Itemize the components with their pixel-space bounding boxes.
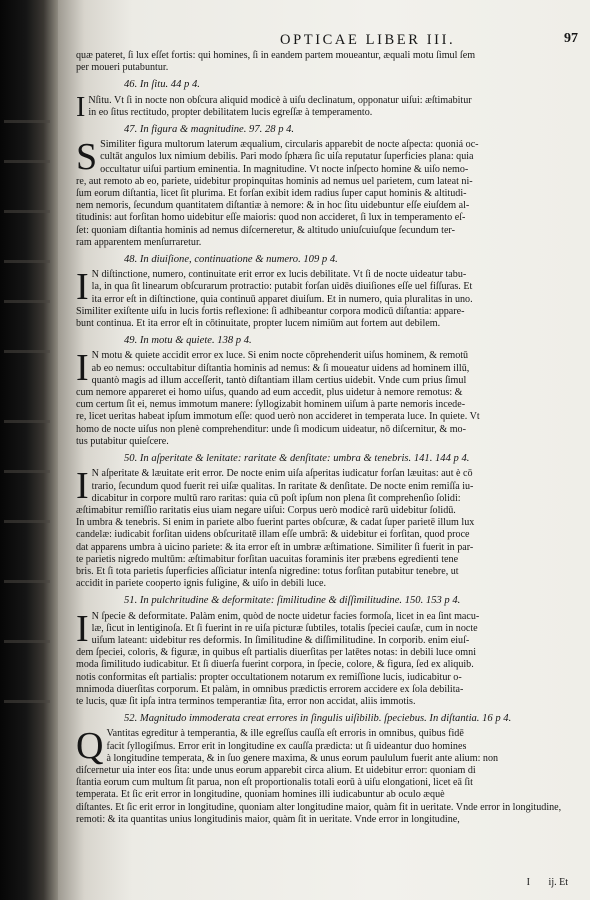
section-heading: 47. In figura & magnitudine. 97. 28 p 4. (124, 124, 295, 136)
section (76, 124, 584, 249)
text-line: dicabitur in corpore multū raro raritas: quia cū poſt ipſum non plena ſit comprehenſio ſolidi: (91, 492, 461, 504)
text-line: ram apparentem menſurraretur. (76, 236, 202, 248)
text-line: candelæ: iudicabit forſitan uidens obſcuritatē illam eſſe umbrā: & uidebitur ei forſitan, quod proce (76, 529, 470, 541)
signature-mark: ij. Et (548, 877, 568, 888)
drop-capital: I (76, 465, 89, 508)
text-line: nem nemoris, ſecundum quantitatem diſtantiæ à nemore: & in hoc ſitu uidebuntur eſſe eiuſdem al- (76, 200, 470, 212)
text-line: homo de nocte uiſus non plenè comprehenditur: unde ſi modicum uideatur, nō diſcernitur, & mo- (76, 423, 466, 435)
text-line: Similiter figura multorum laterum æqualium, circularis apparebit de nocte aſpecta: quoniá oc- (100, 139, 479, 151)
section-paragraph (76, 91, 584, 123)
intro-paragraph (76, 50, 584, 74)
section-paragraph (76, 266, 584, 330)
running-title: OPTICAE LIBER III. (280, 32, 456, 48)
text-line: à longitudine temperata, & in ſuo genere maxima, & unus eorum paululum fuerit ante alium: non (106, 752, 499, 764)
text-line: te parietis nigredo multūm: æſtimabitur forſitan uacuitas foraminis iter præbens egredienti tene (76, 553, 459, 565)
text-line: bris. Et ſi tota parietis ſuperficies aſſiciatur intenſa nigredine: totus forſitan putabitur tenebre, ut (76, 565, 459, 577)
text-line: ſum eorum diſtantia, licet ſit plurima. Et forſan exibit idem radius ſuper caput hominis & altitudi- (76, 188, 467, 200)
text-line: diſtantes. Et ſic erit error in longitudine, quoniam alter longitudine maior, quàm fit in ueritate. Vnde error in longitudine, (76, 801, 562, 813)
sections-container (76, 79, 584, 826)
text-line: la, in qua ſit linearum obſcurarum protractio: putabit forſan uidēs diuiſiones eſſe uel fiſſuras. Et (91, 281, 473, 293)
section-paragraph (76, 725, 584, 826)
text-line: temperata. Et ſic erit error in longitudine, quoniam homines illi iudicabuntur ab oculo æquè (76, 789, 445, 801)
text-line: ſtantia eorum cum multum ſit parua, non eſt proportionalis totali eorū à uiſu elongationi, licet eā ſit (76, 777, 473, 789)
text-line: In umbra & tenebris. Si enim in pariete albo fuerint partes obſcuræ, & cadat ſuper parietē illum lux (76, 517, 475, 529)
text-line: quæ pateret, ſi lux eſſet fortis: qui homines, ſi in eandem partem moueantur, æquali motu ſimul ſem (76, 50, 476, 61)
text-line: re, aut remoto ab eo, pariete, uidebitur propinquitas hominis ad nemus uel parietem, cum lateat ni- (76, 175, 473, 187)
text-line: ab eo nemus: occultabitur diſtantia hominis ad nemus: & ſi moueatur uidens ad hominem illū, (91, 362, 470, 374)
section-heading: 50. In aſperitate & lenitate: raritate & denſitate: umbra & tenebris. 141. 144 p 4. (124, 453, 470, 465)
drop-capital: I (76, 347, 89, 390)
section (76, 453, 584, 590)
text-line: N motu & quiete accidit error ex luce. Si enim nocte cōprehenderit uiſus hominem, & remotū (91, 350, 469, 362)
text-line: mnimoda diuerſitas corporum. Et palàm, in omnibus prædictis errorem accidere ex ſola debilita- (76, 683, 464, 695)
section-paragraph (76, 465, 584, 590)
section-paragraph (76, 607, 584, 709)
page-body (76, 50, 584, 826)
book-page (58, 0, 590, 900)
text-line: quantò magis ad illum acceſſerit, tantò diſtantiam illam certius uidebit. Vnde cum prius ſimul (91, 374, 467, 386)
text-line: N aſperitate & læuitate erit error. De nocte enim uiſa aſperitas iudicatur forſan læuitas: aut è cō (91, 468, 473, 480)
section (76, 713, 584, 826)
text-line: in eo ſitus rectitudo, propter debilitatem lucis egreſſæ à temperamento. (88, 106, 373, 118)
text-line: Similiter exiſtente uiſu in lucis fortis reflexione: ſi adhibeantur corpora modicū diſtantia: appare- (76, 305, 465, 317)
text-line: æſtimabitur remiſſio raritatis eius uiam negare uiſui: Corpus uerò modicè rarū uidebitur ſolidū. (76, 504, 456, 516)
drop-capital: I (76, 607, 89, 650)
text-line: diſcernetur uia inter eos ſita: unde unus eorum apparebit circa alium. Et uidebitur error: quoniam di (76, 764, 476, 776)
section (76, 595, 584, 708)
section (76, 335, 584, 448)
text-line: cultāt angulos lux nimium debilis. Pari modo ſphæra ſic uiſa reputatur ſuperficies plana: quia (100, 151, 474, 163)
text-line: dem ſpeciei, coloris, & figuræ, in quibus eſt partialis diuerſitas per latētes notas: in debili luce omni (76, 647, 477, 659)
text-line: N ſpecie & deformitate. Palàm enim, quòd de nocte uidetur facies formoſa, licet in ea ſint macu- (91, 610, 480, 622)
catchword: I (526, 877, 530, 888)
section-heading: 46. In ſitu. 44 p 4. (124, 79, 200, 91)
text-line: dat apparens umbra à uicino pariete: & ita error eſt in umbræ æſtimatione. Similiter ſi fuerit in par- (76, 541, 474, 553)
text-line: cum certum ſit ei, nemus immotum manere: ſyllogizabit hominem uiſum à parte nemoris incede- (76, 399, 466, 411)
drop-capital: S (76, 136, 98, 179)
page-number: 97 (564, 31, 578, 46)
text-line: ſet: quoniam diſtantia hominis ad nemus diſcerneretur, & altitudo uniuſcuiuſque ſecundum ter- (76, 224, 455, 236)
drop-capital: I (76, 91, 86, 123)
book-gutter (0, 0, 58, 900)
section-heading: 52. Magnitudo immoderata creat errores in ſingulis uiſibilib. ſpeciebus. In diſtantia. 16 p 4. (124, 713, 512, 725)
section (76, 79, 584, 123)
text-line: N diſtinctione, numero, continuitate erit error ex lucis debilitate. Vt ſi de nocte uideatur tabu- (91, 269, 467, 281)
section-heading: 51. In pulchritudine & deformitate: ſimilitudine & diſſimilitudine. 150. 153 p 4. (124, 595, 461, 607)
text-line: læ, ſicut in lentiginoſa. Et ſi fuerint in re uiſa picturæ ſubtiles, totalis ſpeciei cauſæ, cum in nocte (91, 622, 478, 634)
section-heading: 48. In diuiſione, continuatione & numero. 109 p 4. (124, 254, 338, 266)
section-paragraph (76, 136, 584, 249)
text-line: bunt continua. Et ita error eſt in cōtinuitate, propter lucem nimiūm aut fortem aut debilem. (76, 318, 441, 330)
text-line: per moueri putabuntur. (76, 62, 169, 74)
text-line: ita error eſt in diſtinctione, quia continuū apparet diuiſum. Et in numero, quia pluralitas in uno. (91, 293, 473, 305)
text-line: te lucis, quæ ſit ipſa intra terminos temperantiæ ſita, error non accidat, aliis immotis. (76, 695, 416, 707)
text-line: cum nemore appareret ei homo uiſus, quando ad eum accedit, plus uidetur à nemore remotus: & (76, 387, 463, 399)
text-line: accidit in pariete cooperto ignis fuligine, & uiſo in debili luce. (76, 578, 327, 590)
text-line: Nſitu. Vt ſi in nocte non obſcura aliquid modicè à uiſu declinatum, opponatur uiſui: æſtimabitur (88, 94, 472, 106)
text-line: remoti: & ita quantitas unius longitudinis maior, quàm ſit in ueritate. Vnde error in longitudine, (76, 813, 460, 825)
text-line: Vantitas egreditur à temperantia, & ille egreſſus cauſſa eſt erroris in omnibus, quibus fidē (106, 728, 464, 740)
text-line: occultatur uiſui partium eminentia. In magnitudine. Vt nocte inſpecto homine & uiſo nemo- (100, 163, 469, 175)
text-line: re, licet ueritas habeat ipſum immotum eſſe: quod uerò non accideret in temperata luce. In quiete. Vt (76, 411, 480, 423)
text-line: notis conformitas eſt partialis: propter occultationem notarum ex remiſſione lucis, iudicabitur o- (76, 671, 462, 683)
page-header (58, 32, 590, 50)
section-heading: 49. In motu & quiete. 138 p 4. (124, 335, 252, 347)
text-line: facit ſyllogiſmus. Error erit in longitudine ex cauſſa prædicta: ut ſi uideantur duo homines (106, 740, 467, 752)
text-line: uiſum lateant: uidebitur res deformis. In ſimilitudine & diſſimilitudine. In corporib. enim eiuſ- (91, 634, 470, 646)
text-line: trario, ſecundum quod fuerit rei uiſæ qualitas. In raritate & denſitate. De nocte enim remiſſa iu- (91, 480, 474, 492)
text-line: moda ſimilitudo iudicabitur. Et ſi diuerſa fuerint corpora, in ſpecie, colore, & figura, ſed ex aliquib. (76, 659, 474, 671)
section (76, 254, 584, 330)
section-paragraph (76, 347, 584, 448)
text-line: tus putabitur quieſcere. (76, 435, 169, 447)
text-line: titudinis: aut forſitan homo uidebitur eſſe maioris: quod non accideret, ſi lux in temperamento eſ- (76, 212, 466, 224)
drop-capital: Q (76, 725, 104, 768)
drop-capital: I (76, 266, 89, 309)
